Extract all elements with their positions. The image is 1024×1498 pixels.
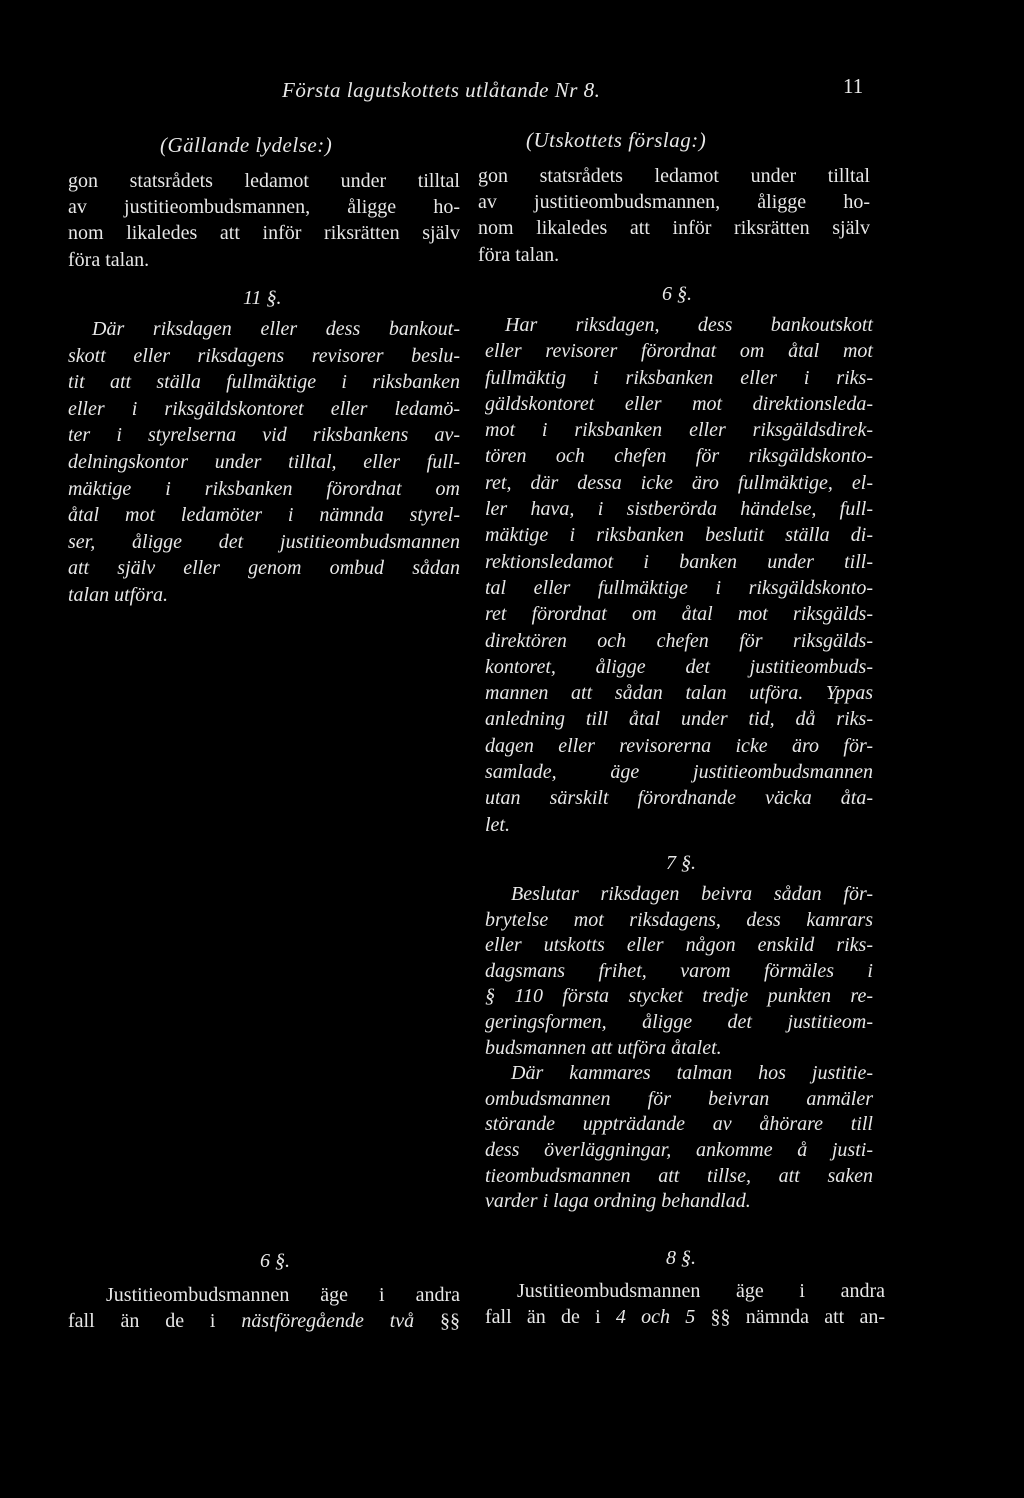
text-line: ret, där dessa icke äro fullmäktige, el-	[485, 471, 873, 494]
text-line: fullmäktig i riksbanken eller i riks-	[485, 366, 873, 389]
text-line	[68, 1308, 460, 1334]
text-line: Beslutar riksdagen beivra sådan för-	[511, 883, 873, 905]
page-number: 11	[843, 74, 864, 98]
text-line: Där riksdagen eller dess bankout-	[92, 318, 460, 340]
text-line: tören och chefen för riksgäldskonto-	[485, 445, 873, 468]
text-line	[485, 1304, 885, 1330]
text-run: §§	[414, 1310, 460, 1333]
text-line: störande uppträdande av åhörare till	[485, 1113, 873, 1136]
text-line: kontoret, åligge det justitieombuds-	[485, 655, 873, 678]
text-line: Justitieombudsmannen äge i andra	[106, 1284, 460, 1306]
text-line: mäktige i riksbanken förordnat om	[68, 477, 460, 500]
text-line: Där kammares talman hos justitie-	[511, 1062, 873, 1085]
text-line: dess överläggningar, ankomme å justi-	[485, 1138, 873, 1161]
text-line: let.	[485, 813, 510, 836]
text-line: ter i styrelserna vid riksbankens av-	[68, 424, 460, 447]
text-line: brytelse mot riksdagens, dess kamrars	[485, 908, 873, 931]
text-line: delningskontor under tilltal, eller full-	[68, 450, 460, 473]
left-section-11-paragraph	[68, 316, 460, 609]
text-line: eller utskotts eller någon enskild riks-	[485, 934, 873, 957]
text-line: ser, åligge det justitieombudsmannen	[68, 530, 460, 553]
text-line: rektionsledamot i banken under till-	[485, 550, 873, 573]
text-run-italic: 4 och 5	[615, 1306, 696, 1329]
text-line: ler hava, i sistberörda händelse, full-	[485, 498, 873, 521]
running-title: Första lagutskottets utlåtande Nr 8.	[282, 78, 601, 102]
text-line: gon statsrådets ledamot under tilltal	[478, 165, 870, 187]
text-line: tit att ställa fullmäktige i riksbanken	[68, 371, 460, 394]
text-line: direktören och chefen för riksgälds-	[485, 629, 873, 652]
text-line: anledning till åtal under tid, då riks-	[485, 708, 873, 731]
text-run-italic: nästföregående två	[241, 1310, 415, 1333]
left-section-6-label: 6 §.	[260, 1250, 290, 1272]
text-line: gon statsrådets ledamot under tilltal	[68, 170, 460, 192]
text-line: § 110 första stycket tredje punkten re-	[485, 985, 873, 1008]
text-line: varder i laga ordning behandlad.	[485, 1190, 751, 1213]
text-line: dagsmans frihet, varom förmäles i	[485, 959, 873, 982]
right-section-8-paragraph	[485, 1278, 885, 1330]
right-column-heading: (Utskottets förslag:)	[526, 128, 707, 152]
text-line: utan särskilt förordnande väcka åta-	[485, 787, 873, 810]
left-section-6-paragraph	[68, 1282, 460, 1334]
text-line: tal eller fullmäktige i riksgäldskonto-	[485, 576, 873, 599]
right-section-7-label: 7 §.	[666, 852, 696, 874]
text-run: fall än de i	[68, 1310, 242, 1333]
right-intro-paragraph	[478, 163, 870, 268]
left-section-11-label: 11 §.	[243, 287, 282, 309]
text-line: av justitieombudsmannen, åligge ho-	[68, 196, 460, 219]
right-section-7-paragraph	[485, 882, 873, 1215]
text-line: mannen att sådan talan utföra. Yppas	[485, 682, 873, 705]
text-line: mot i riksbanken eller riksgäldsdirek-	[485, 419, 873, 442]
text-line: Justitieombudsmannen äge i andra	[517, 1280, 885, 1302]
text-run: §§ nämnda att an-	[695, 1306, 885, 1329]
text-line: Har riksdagen, dess bankoutskott	[505, 314, 873, 336]
text-line: samlade, äge justitieombudsmannen	[485, 761, 873, 784]
text-line: föra talan.	[68, 248, 150, 271]
text-line: geringsformen, åligge det justitieom-	[485, 1010, 873, 1033]
text-line: mäktige i riksbanken beslutit ställa di-	[485, 524, 873, 547]
text-line: att själv eller genom ombud sådan	[68, 557, 460, 580]
right-section-8-label: 8 §.	[666, 1247, 696, 1269]
left-column-heading: (Gällande lydelse:)	[160, 133, 333, 157]
text-run: fall än de i	[485, 1306, 616, 1329]
text-line: talan utföra.	[68, 583, 169, 606]
right-section-6-paragraph	[485, 312, 873, 838]
text-line: tieombudsmannen att tillse, att saken	[485, 1164, 873, 1187]
text-line: föra talan.	[478, 243, 560, 266]
text-line: eller revisorer förordnat om åtal mot	[485, 340, 873, 363]
text-line: nom likaledes att inför riksrätten själv	[68, 222, 460, 245]
text-line: nom likaledes att inför riksrätten själv	[478, 217, 870, 240]
right-section-6-label: 6 §.	[662, 283, 692, 305]
text-line: gäldskontoret eller mot direktionsleda-	[485, 392, 873, 415]
text-line: åtal mot ledamöter i nämnda styrel-	[68, 504, 460, 527]
text-line: budsmannen att utföra åtalet.	[485, 1036, 722, 1059]
text-line: eller i riksgäldskontoret eller ledamö-	[68, 397, 460, 420]
text-line: ombudsmannen för beivran anmäler	[485, 1087, 873, 1110]
left-intro-paragraph	[68, 168, 460, 273]
text-line: av justitieombudsmannen, åligge ho-	[478, 191, 870, 214]
text-line: dagen eller revisorerna icke äro för-	[485, 734, 873, 757]
text-line: skott eller riksdagens revisorer beslu-	[68, 344, 460, 367]
text-line: ret förordnat om åtal mot riksgälds-	[485, 603, 873, 626]
